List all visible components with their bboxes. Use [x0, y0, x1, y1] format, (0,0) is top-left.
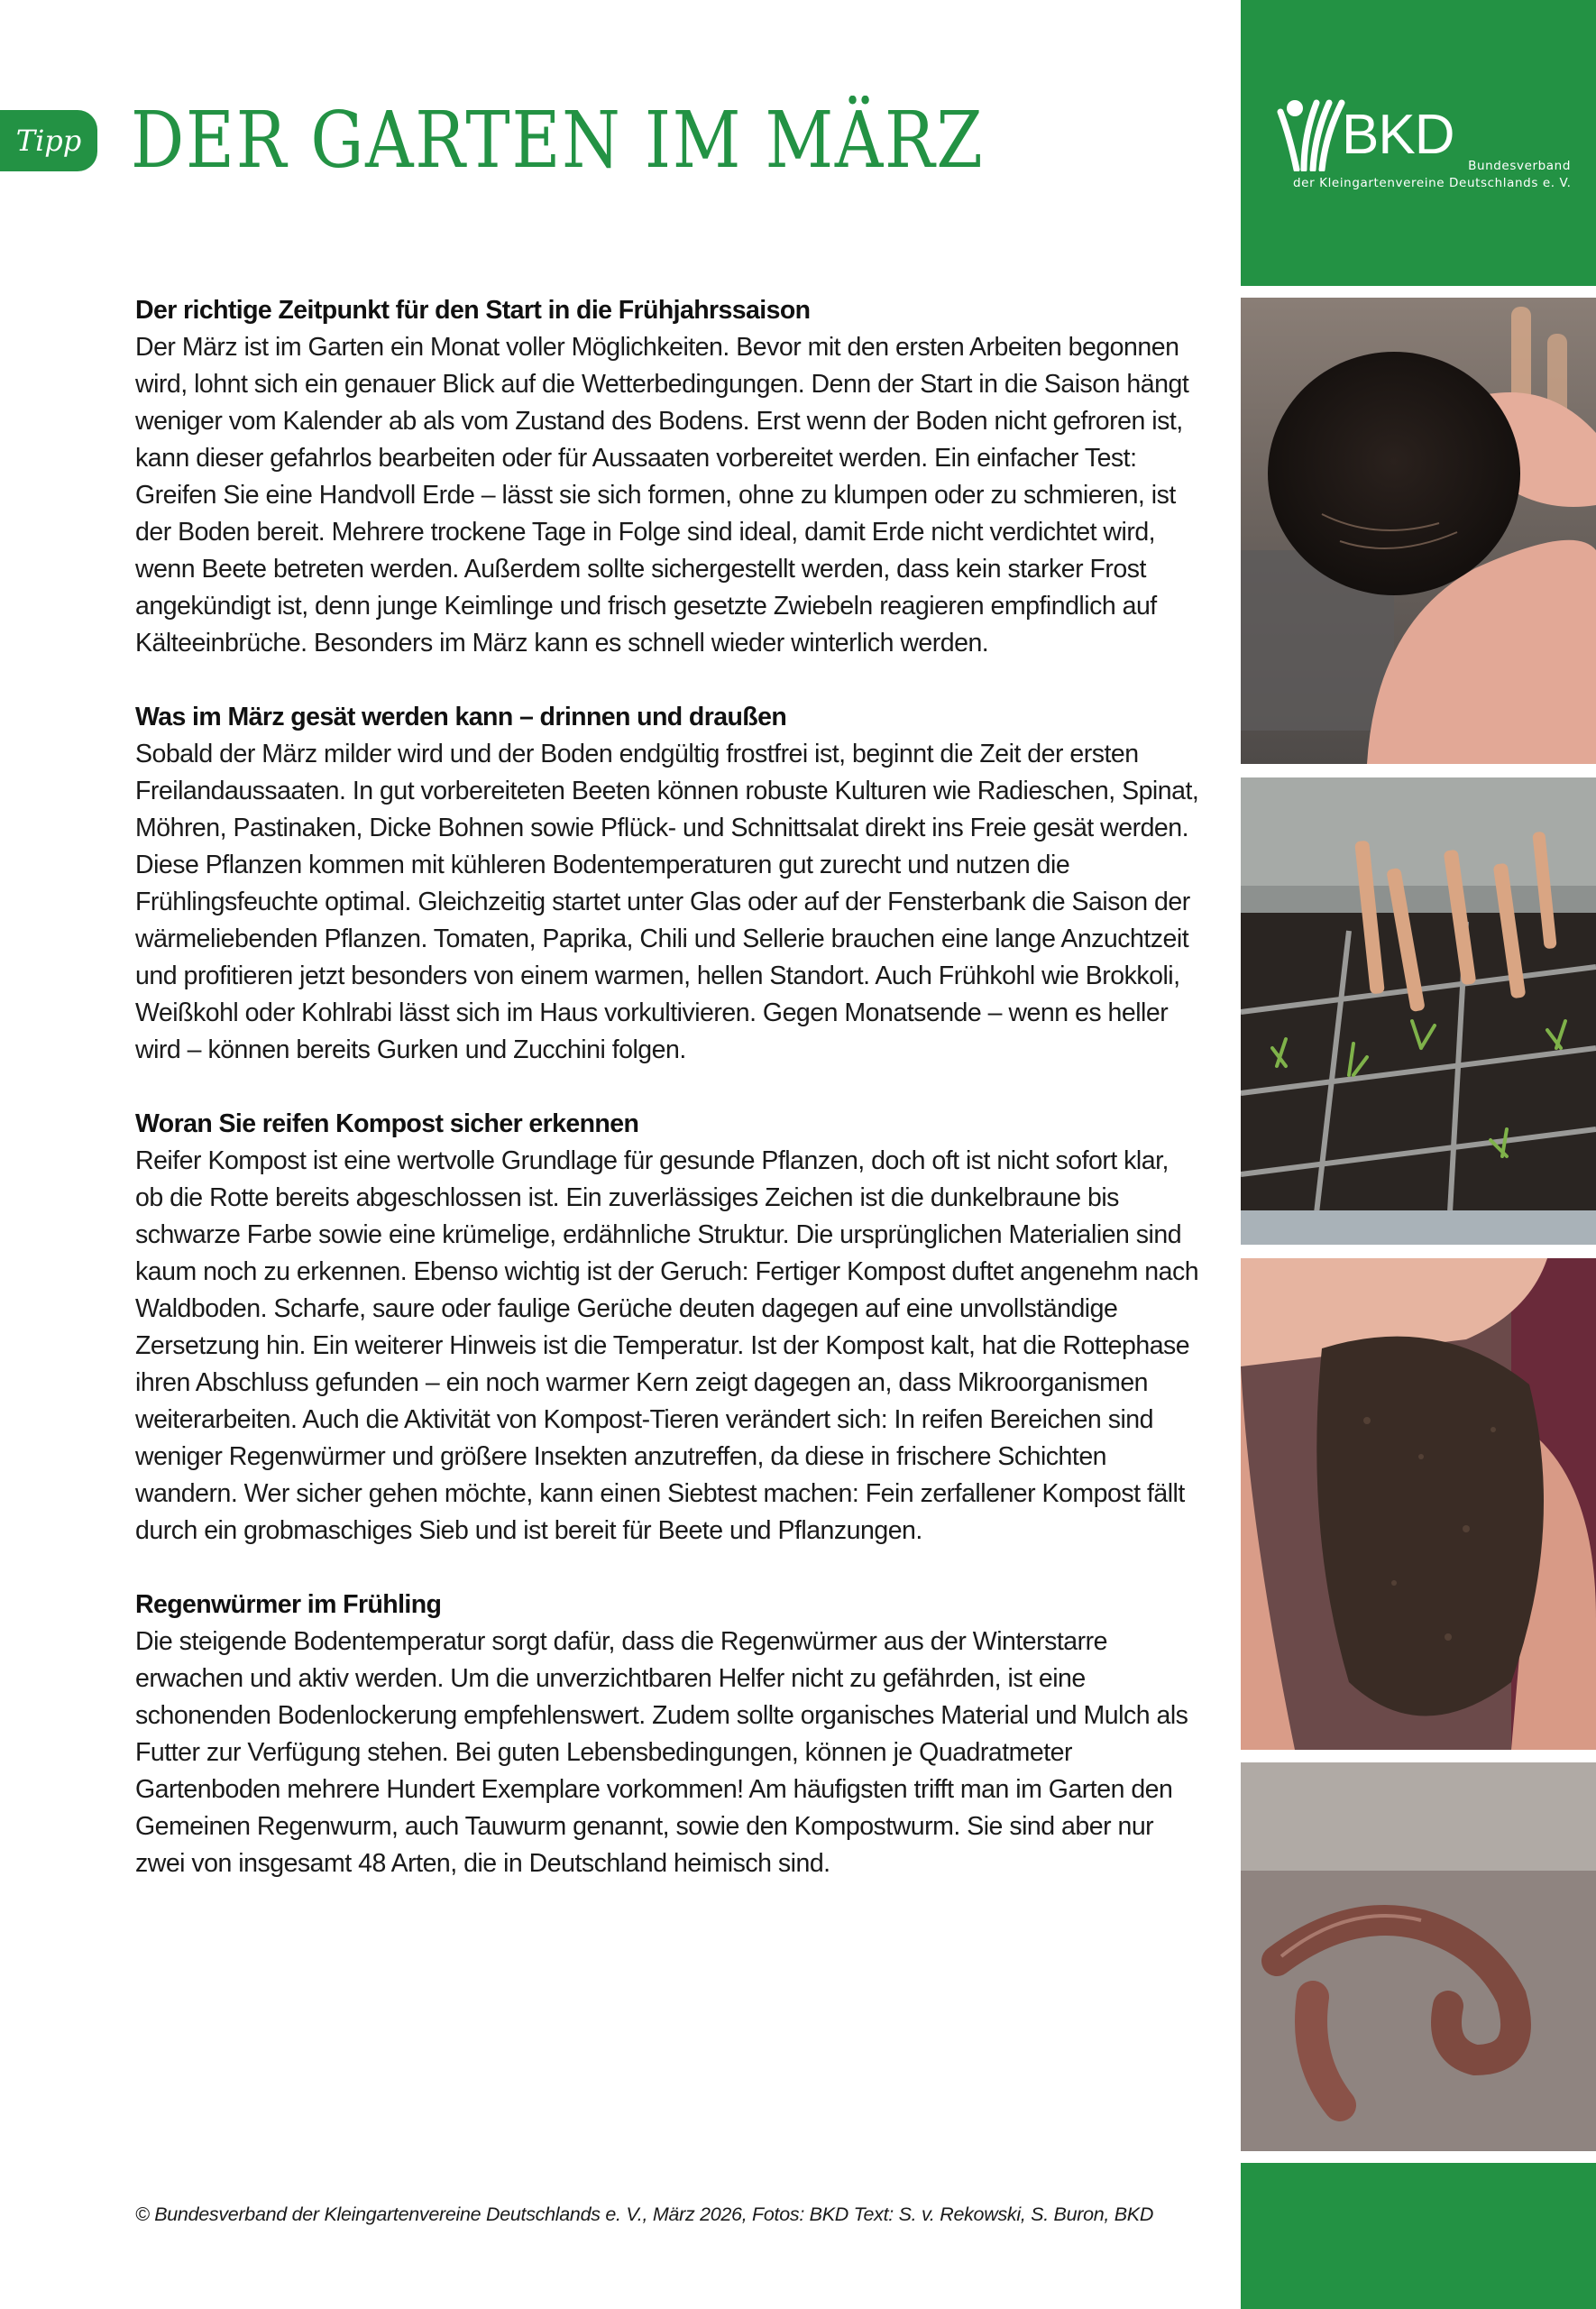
section-body: Der März ist im Garten ein Monat voller Möglichkeiten. Bevor mit den ersten Arbeiten begonnen wird, lohnt sich ein genauer Blick auf die Wetterbedingungen. Denn der Start in die Saison hängt weniger vom Kalender ab als vom Zustand des Bodens. Erst wenn der Boden nicht gefroren ist, kann dieser gefahrlos bearbeiten oder für Aussaaten vorbereitet werden. Ein einfacher Test: Greifen Sie eine Handvoll Erde – lässt sie sich formen, ohne zu klumpen oder zu schmieren, ist der Boden bereit. Mehrere trockene Tage in Folge sind ideal, damit Erde nicht verdichtet wird, wenn Beete betreten werden. Außerdem sollte sichergestellt werden, dass kein starker Frost angekündigt ist, denn junge Keimlinge und frisch gesetzte Zwiebeln reagieren empfindlich auf Kälteeinbrüche. Besonders im März kann es schnell wieder winterlich werden.: [135, 333, 1189, 658]
logo-subtitle-line2: der Kleingartenvereine Deutschlands e. V.: [1293, 176, 1572, 190]
footer-green-block: [1241, 2163, 1596, 2309]
section-start-time: [135, 292, 1199, 662]
section-heading: Was im März gesät werden kann – drinnen und draußen: [135, 703, 787, 731]
section-body: Sobald der März milder wird und der Boden endgültig frostfrei ist, beginnt die Zeit der ersten Freilandaussaaten. In gut vorbereiteten Beeten können robuste Kulturen wie Radieschen, Spinat, Möhren, Pastinaken, Dicke Bohnen sowie Pflück- und Schnittsalat direkt ins Freie gesät werden. Diese Pflanzen kommen mit kühleren Bodentemperaturen gut zurecht und nutzen die Frühlingsfeuchte optimal. Gleichzeitig startet unter Glas oder auf der Fensterbank die Saison der wärmeliebenden Pflanzen. Tomaten, Paprika, Chili und Sellerie brauchen eine lange Anzuchtzeit und profitieren jetzt besonders von einem warmen, hellen Standort. Auch Frühkohl wie Brokkoli, Weißkohl oder Kohlrabi lässt sich im Haus vorkultivieren. Gegen Monatsende – wenn es heller wird – können bereits Gurken und Zucchini folgen.: [135, 740, 1199, 1064]
section-heading: Woran Sie reifen Kompost sicher erkennen: [135, 1109, 639, 1138]
section-body: Reifer Kompost ist eine wertvolle Grundlage für gesunde Pflanzen, doch oft ist nicht sofort klar, ob die Rotte bereits abgeschlossen ist. Ein zuverlässiges Zeichen ist die dunkelbraune bis schwarze Farbe sowie eine krümelige, erdähnliche Struktur. Die ursprünglichen Materialien sind kaum noch zu erkennen. Ebenso wichtig ist der Geruch: Fertiger Kompost duftet angenehm nach Waldboden. Scharfe, saure oder faulige Gerüche deuten dagegen auf eine unvollständige Zersetzung hin. Ein weiterer Hinweis ist die Temperatur. Ist der Kompost kalt, hat die Rottephase ihren Abschluss gefunden – ein noch warmer Kern zeigt dagegen an, dass Mikroorganismen weiterarbeiten. Auch die Aktivität von Kompost-Tieren verändert sich: In reifen Bereichen sind weniger Regenwürmer und größere Insekten anzutreffen, da diese in frischere Schichten wandern. Wer sicher gehen möchte, kann einen Siebtest machen: Fein zerfallener Kompost fällt durch ein grobmaschiges Sieb und ist bereit für Beete und Pflanzungen.: [135, 1146, 1199, 1545]
section-earthworms: [135, 1587, 1199, 1882]
section-heading: Der richtige Zeitpunkt für den Start in die Frühjahrssaison: [135, 296, 811, 325]
section-sowing: [135, 699, 1199, 1069]
page-title: DER GARTEN IM MÄRZ: [131, 96, 985, 186]
tipp-badge: Tipp: [0, 110, 97, 171]
section-body: Die steigende Bodentemperatur sorgt dafür, dass die Regenwürmer aus der Winterstarre erwachen und aktiv werden. Um die unverzichtbaren Helfer nicht zu gefährden, ist eine schonenden Bodenlockerung empfehlenswert. Zudem sollte organisches Material und Mulch als Futter zur Verfügung stehen. Bei guten Lebensbedingungen, können je Quadratmeter Gartenboden mehrere Hundert Exemplare vorkommen! Am häufigsten trifft man im Garten den Gemeinen Regenwurm, auch Tauwurm genannt, sowie den Kompostwurm. Sie sind aber nur zwei von insgesamt 48 Arten, die in Deutschland heimisch sind.: [135, 1627, 1188, 1878]
hands-holding-mature-compost-photo: [1241, 1258, 1596, 1750]
section-compost: [135, 1106, 1199, 1550]
seedling-trays-with-plant-labels-photo: [1241, 777, 1596, 1245]
hand-holding-soil-clump-photo: [1241, 298, 1596, 764]
section-heading: Regenwürmer im Frühling: [135, 1590, 442, 1619]
logo-subtitle-line1: Bundesverband: [1468, 159, 1571, 173]
bkd-figure-logo-icon: [1277, 99, 1349, 171]
copyright-credit: © Bundesverband der Kleingartenvereine Deutschlands e. V., März 2026, Fotos: BKD Text: S. v. Rekowski, S. Buron, BKD: [135, 2203, 1154, 2225]
bkd-logo-block: [1241, 0, 1596, 286]
bkd-wordmark: BKD: [1342, 104, 1454, 166]
earthworm-on-soil-photo: [1241, 1762, 1596, 2151]
right-image-column: [1241, 0, 1596, 2309]
article-content: [135, 292, 1199, 1919]
